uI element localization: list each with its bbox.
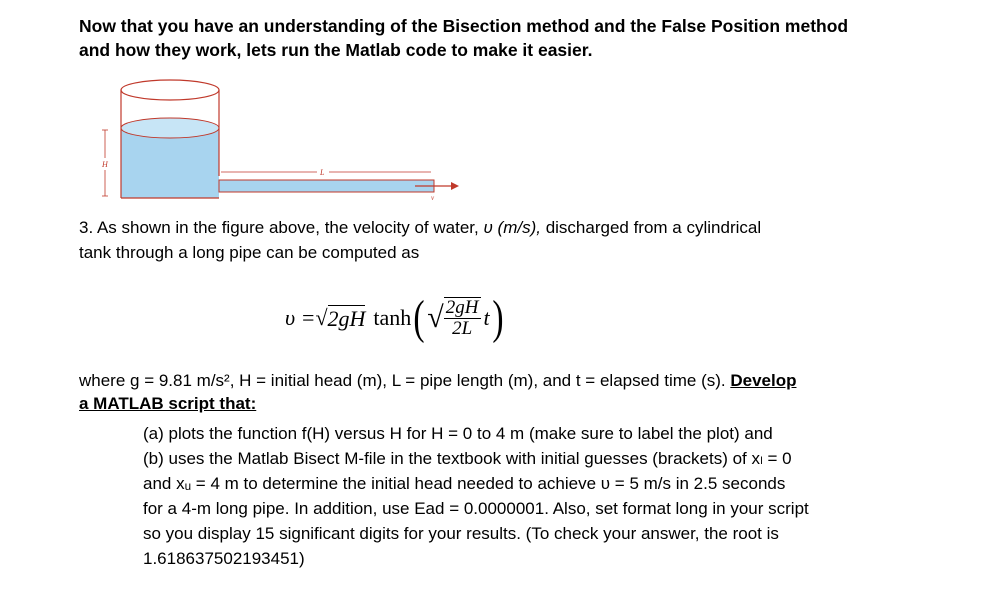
right-paren: ) — [492, 291, 504, 344]
intro-line-2: and how they work, lets run the Matlab code to make it easier. — [79, 40, 593, 60]
sqrt-radicand: 2gH — [327, 305, 366, 331]
part-b-line-3: for a 4-m long pipe. In addition, use Ead = 0.0000001. Also, set format long in your script — [143, 499, 809, 518]
time-var: t — [483, 305, 490, 330]
sqrt-symbol: √ — [315, 305, 328, 330]
part-b-line-4: so you display 15 significant digits for your results. (To check your answer, the root is — [143, 524, 779, 543]
where-text: where g = 9.81 m/s², H = initial head (m), L = pipe length (m), and t = elapsed time (s). — [79, 371, 731, 390]
water-surface — [121, 118, 219, 138]
flow-arrow-head — [451, 182, 459, 190]
left-paren: ( — [413, 291, 425, 344]
l-label: L — [320, 168, 325, 177]
where-line-1 — [79, 369, 979, 392]
v-label: v — [431, 194, 435, 202]
velocity-term: υ (m/s), — [483, 218, 541, 237]
tank-pipe-figure — [95, 76, 465, 206]
inner-sqrt-symbol: √ — [427, 301, 444, 334]
where-line-2: a MATLAB script that: — [79, 394, 257, 413]
part-b-line-2: and xᵤ = 4 m to determine the initial head needed to achieve υ = 5 m/s in 2.5 seconds — [143, 474, 786, 493]
velocity-equation — [285, 283, 506, 353]
pipe — [219, 180, 434, 192]
where-paragraph — [79, 369, 979, 415]
part-a: (a) plots the function f(H) versus H for H = 0 to 4 m (make sure to label the plot) and — [143, 424, 773, 443]
fraction — [444, 297, 481, 339]
problem-text-a: 3. As shown in the figure above, the velocity of water, — [79, 218, 484, 237]
part-b-line-5: 1.618637502193451) — [143, 549, 305, 568]
intro-line-1: Now that you have an understanding of the Bisection method and the False Position method — [79, 16, 849, 36]
part-b-line-1: (b) uses the Matlab Bisect M-file in the textbook with initial guesses (brackets) of xₗ = 0 — [143, 449, 792, 468]
develop-label: Develop — [730, 371, 797, 390]
problem-text-c: discharged from a cylindrical — [540, 218, 762, 237]
intro-paragraph — [79, 14, 979, 62]
fraction-numerator: 2gH — [445, 297, 479, 318]
problem-statement — [79, 215, 979, 265]
fraction-denominator: 2L — [452, 318, 473, 339]
task-parts — [143, 421, 943, 571]
equation-lhs: υ = — [285, 305, 316, 330]
tanh-function: tanh — [373, 305, 412, 330]
problem-line-2: tank through a long pipe can be computed as — [79, 243, 420, 262]
tank-top-rim — [121, 80, 219, 100]
problem-line-1 — [79, 215, 979, 240]
h-label: H — [102, 160, 108, 169]
